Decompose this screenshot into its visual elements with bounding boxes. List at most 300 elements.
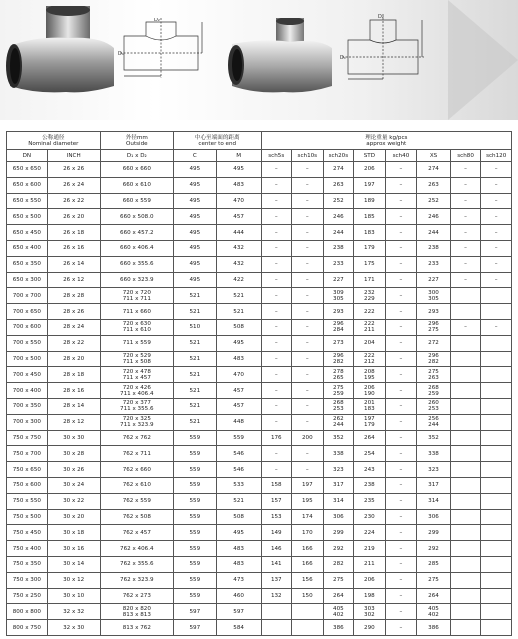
table-cell: 238 — [354, 477, 386, 493]
table-cell: 26 x 18 — [47, 225, 100, 241]
table-cell: – — [292, 272, 324, 288]
table-cell: 28 x 24 — [47, 319, 100, 335]
table-cell — [481, 477, 512, 493]
table-cell: 293 — [417, 304, 451, 320]
table-cell: – — [481, 319, 512, 335]
table-cell: 175 — [354, 256, 386, 272]
table-cell: 508 — [216, 319, 261, 335]
table-cell — [481, 383, 512, 399]
table-cell — [261, 620, 292, 636]
table-cell: 176 — [261, 430, 292, 446]
table-cell: 26 x 20 — [47, 209, 100, 225]
table-cell — [481, 304, 512, 320]
table-cell: 274 — [323, 162, 354, 178]
table-cell: 460 — [216, 588, 261, 604]
table-cell: 700 x 700 — [7, 288, 48, 304]
table-cell: 30 x 14 — [47, 556, 100, 572]
table-cell: 457 — [216, 398, 261, 414]
table-cell — [450, 288, 481, 304]
table-cell — [450, 541, 481, 557]
table-cell: 720 x 426 711 x 406.4 — [100, 383, 173, 399]
table-cell: 660 x 508.0 — [100, 209, 173, 225]
table-cell: – — [385, 414, 417, 430]
table-cell: 483 — [216, 351, 261, 367]
table-cell: – — [481, 177, 512, 193]
table-cell: 233 — [417, 256, 451, 272]
table-cell: 559 — [173, 525, 216, 541]
table-cell: 495 — [216, 162, 261, 178]
table-cell: 432 — [216, 240, 261, 256]
table-cell: – — [385, 588, 417, 604]
table-cell: 720 x 478 711 x 457 — [100, 367, 173, 383]
table-cell: 197 — [354, 177, 386, 193]
table-cell — [481, 430, 512, 446]
tee-specification-table — [6, 131, 512, 636]
table-cell: 700 x 450 — [7, 367, 48, 383]
table-cell — [481, 288, 512, 304]
table-cell — [481, 556, 512, 572]
subheader-cell: sch80 — [450, 150, 481, 162]
table-cell: 762 x 559 — [100, 493, 173, 509]
table-cell: 230 — [354, 509, 386, 525]
table-cell: 750 x 600 — [7, 477, 48, 493]
table-cell: 762 x 660 — [100, 462, 173, 478]
table-cell: – — [385, 462, 417, 478]
table-cell: 650 x 450 — [7, 225, 48, 241]
table-cell: 28 x 28 — [47, 288, 100, 304]
table-cell: 750 x 750 — [7, 430, 48, 446]
table-cell: 296 282 — [417, 351, 451, 367]
table-cell: 448 — [216, 414, 261, 430]
table-cell — [481, 588, 512, 604]
table-cell: 820 x 820 813 x 813 — [100, 604, 173, 620]
table-cell: 149 — [261, 525, 292, 541]
table-cell: – — [385, 383, 417, 399]
table-header-row — [7, 132, 512, 150]
table-cell: 174 — [292, 509, 324, 525]
table-cell: 296 275 — [417, 319, 451, 335]
table-cell: – — [292, 225, 324, 241]
table-cell: 444 — [216, 225, 261, 241]
table-cell: 650 x 650 — [7, 162, 48, 178]
table-cell: – — [292, 351, 324, 367]
table-cell: 483 — [216, 541, 261, 557]
table-cell: 750 x 350 — [7, 556, 48, 572]
table-cell: 132 — [261, 588, 292, 604]
table-cell: – — [261, 462, 292, 478]
table-cell: 483 — [216, 556, 261, 572]
svg-text:D₁: D₁ — [340, 55, 346, 61]
table-cell — [481, 541, 512, 557]
table-cell: 483 — [216, 177, 261, 193]
table-subheader-row — [7, 150, 512, 162]
table-row — [7, 509, 512, 525]
table-cell: 273 — [323, 335, 354, 351]
table-cell: 28 x 26 — [47, 304, 100, 320]
table-cell: 246 — [417, 209, 451, 225]
table-cell: 660 x 406.4 — [100, 240, 173, 256]
table-cell — [450, 556, 481, 572]
table-cell: 137 — [261, 572, 292, 588]
table-cell: 700 x 600 — [7, 319, 48, 335]
table-cell: 244 — [417, 225, 451, 241]
table-cell: 521 — [216, 304, 261, 320]
table-cell: 470 — [216, 367, 261, 383]
table-cell: 28 x 16 — [47, 383, 100, 399]
table-cell: 660 x 660 — [100, 162, 173, 178]
table-cell: 256 244 — [417, 414, 451, 430]
table-cell: – — [261, 240, 292, 256]
table-cell: 141 — [261, 556, 292, 572]
table-cell: 222 — [354, 304, 386, 320]
table-cell: 559 — [173, 572, 216, 588]
table-cell — [481, 525, 512, 541]
table-cell: – — [450, 272, 481, 288]
table-row — [7, 588, 512, 604]
table-cell: 296 282 — [323, 351, 354, 367]
table-cell: 268 259 — [417, 383, 451, 399]
table-cell: 338 — [323, 446, 354, 462]
table-cell: – — [292, 446, 324, 462]
table-cell — [481, 398, 512, 414]
table-cell: 352 — [323, 430, 354, 446]
table-row — [7, 272, 512, 288]
table-cell: 352 — [417, 430, 451, 446]
table-cell: 306 — [323, 509, 354, 525]
table-cell: 720 x 325 711 x 323.9 — [100, 414, 173, 430]
table-cell: 597 — [216, 604, 261, 620]
subheader-cell: sch10s — [292, 150, 324, 162]
table-cell: – — [292, 304, 324, 320]
table-cell: 559 — [173, 541, 216, 557]
table-cell: – — [481, 209, 512, 225]
table-row — [7, 256, 512, 272]
table-cell: 495 — [173, 272, 216, 288]
svg-text:D₁: D₁ — [118, 51, 124, 57]
table-cell: 185 — [354, 209, 386, 225]
table-cell: 495 — [173, 256, 216, 272]
table-cell: – — [450, 177, 481, 193]
table-cell: – — [261, 304, 292, 320]
table-cell: 26 x 12 — [47, 272, 100, 288]
table-cell: 800 x 750 — [7, 620, 48, 636]
table-cell: – — [481, 193, 512, 209]
table-cell: – — [385, 351, 417, 367]
subheader-cell: sch20s — [323, 150, 354, 162]
table-cell: 457 — [216, 383, 261, 399]
table-cell: 197 179 — [354, 414, 386, 430]
table-cell: 720 x 377 711 x 355.6 — [100, 398, 173, 414]
table-cell — [481, 446, 512, 462]
table-cell: – — [385, 319, 417, 335]
table-cell: – — [385, 240, 417, 256]
table-cell: – — [261, 414, 292, 430]
table-cell: 26 x 16 — [47, 240, 100, 256]
table-cell: 227 — [417, 272, 451, 288]
table-cell: – — [450, 240, 481, 256]
subheader-cell: sch120 — [481, 150, 512, 162]
table-cell: – — [385, 256, 417, 272]
approx-weight-header: 理论重量 kg/pcs approx weight — [261, 132, 511, 150]
table-cell: 386 — [417, 620, 451, 636]
table-cell: 559 — [173, 493, 216, 509]
table-cell: 521 — [173, 304, 216, 320]
table-row — [7, 367, 512, 383]
table-cell: – — [385, 193, 417, 209]
table-cell: 559 — [173, 477, 216, 493]
table-cell: 158 — [261, 477, 292, 493]
table-cell: 521 — [173, 398, 216, 414]
table-cell: – — [261, 383, 292, 399]
table-cell — [481, 620, 512, 636]
table-cell: 495 — [216, 335, 261, 351]
table-cell: 28 x 14 — [47, 398, 100, 414]
table-row — [7, 225, 512, 241]
table-cell: 750 x 650 — [7, 462, 48, 478]
table-row — [7, 556, 512, 572]
table-cell: 559 — [173, 430, 216, 446]
table-cell: – — [292, 193, 324, 209]
table-row — [7, 351, 512, 367]
table-cell: 299 — [323, 525, 354, 541]
table-row — [7, 193, 512, 209]
table-cell: 510 — [173, 319, 216, 335]
table-cell: – — [292, 240, 324, 256]
table-cell: – — [450, 209, 481, 225]
table-cell: 26 x 26 — [47, 162, 100, 178]
table-cell: 750 x 700 — [7, 446, 48, 462]
table-cell: 521 — [173, 383, 216, 399]
table-cell: 211 — [354, 556, 386, 572]
table-row — [7, 572, 512, 588]
table-cell: 30 x 30 — [47, 430, 100, 446]
table-cell — [450, 509, 481, 525]
table-cell: 700 x 350 — [7, 398, 48, 414]
table-cell: 278 265 — [323, 367, 354, 383]
table-row — [7, 319, 512, 335]
table-cell: 235 — [354, 493, 386, 509]
table-cell: – — [385, 556, 417, 572]
table-cell: – — [385, 572, 417, 588]
table-cell: – — [385, 493, 417, 509]
table-cell: 720 x 630 711 x 610 — [100, 319, 173, 335]
table-cell: 584 — [216, 620, 261, 636]
table-cell: 495 — [173, 225, 216, 241]
table-cell: 166 — [292, 556, 324, 572]
table-cell: 405 402 — [323, 604, 354, 620]
table-cell: 317 — [417, 477, 451, 493]
table-cell: 323 — [417, 462, 451, 478]
table-cell — [450, 414, 481, 430]
table-cell: 208 195 — [354, 367, 386, 383]
table-cell: 314 — [417, 493, 451, 509]
table-cell: 238 — [417, 240, 451, 256]
table-cell: 198 — [354, 588, 386, 604]
table-cell — [292, 604, 324, 620]
table-cell — [481, 351, 512, 367]
table-cell: 285 — [417, 556, 451, 572]
table-cell: 762 x 457 — [100, 525, 173, 541]
table-cell: 275 — [417, 572, 451, 588]
table-cell: – — [292, 256, 324, 272]
svg-text:D₂: D₂ — [378, 14, 384, 20]
table-cell: 521 — [173, 367, 216, 383]
table-cell — [450, 383, 481, 399]
table-cell: 762 x 762 — [100, 430, 173, 446]
table-cell: 292 — [417, 541, 451, 557]
table-cell: 264 — [417, 588, 451, 604]
table-cell: 495 — [173, 177, 216, 193]
table-cell: 156 — [292, 572, 324, 588]
reducing-tee-photo — [226, 18, 336, 96]
table-cell: 559 — [173, 556, 216, 572]
table-cell: 650 x 500 — [7, 209, 48, 225]
table-row — [7, 304, 512, 320]
table-cell — [450, 430, 481, 446]
table-cell: 30 x 22 — [47, 493, 100, 509]
table-cell: 222 212 — [354, 351, 386, 367]
table-row — [7, 430, 512, 446]
table-cell: 559 — [173, 588, 216, 604]
table-row — [7, 446, 512, 462]
table-cell: – — [385, 430, 417, 446]
table-cell: 546 — [216, 446, 261, 462]
table-cell: – — [385, 367, 417, 383]
table-cell: 252 — [417, 193, 451, 209]
table-cell: – — [261, 351, 292, 367]
table-cell: – — [385, 209, 417, 225]
table-cell: – — [450, 193, 481, 209]
table-cell: 711 x 559 — [100, 335, 173, 351]
table-cell: – — [481, 225, 512, 241]
table-cell: 170 — [292, 525, 324, 541]
equal-tee-drawing — [116, 18, 206, 80]
table-cell: 533 — [216, 477, 261, 493]
table-cell: 26 x 22 — [47, 193, 100, 209]
table-cell: – — [261, 193, 292, 209]
table-cell: 166 — [292, 541, 324, 557]
table-cell: 30 x 28 — [47, 446, 100, 462]
table-cell: – — [385, 525, 417, 541]
table-cell: 762 x 273 — [100, 588, 173, 604]
table-cell: 252 — [323, 193, 354, 209]
table-cell: – — [385, 288, 417, 304]
table-cell: 264 — [354, 430, 386, 446]
table-cell: 508 — [216, 509, 261, 525]
subheader-cell: STD — [354, 150, 386, 162]
table-row — [7, 209, 512, 225]
table-cell: 711 x 660 — [100, 304, 173, 320]
table-cell: 660 x 323.9 — [100, 272, 173, 288]
table-cell: 700 x 500 — [7, 351, 48, 367]
table-cell: – — [292, 209, 324, 225]
svg-text:D₂: D₂ — [154, 18, 160, 23]
table-row — [7, 477, 512, 493]
table-cell: – — [292, 335, 324, 351]
table-cell: – — [385, 604, 417, 620]
table-cell: 650 x 600 — [7, 177, 48, 193]
table-cell: 750 x 300 — [7, 572, 48, 588]
table-cell: – — [385, 620, 417, 636]
table-row — [7, 398, 512, 414]
table-cell — [481, 572, 512, 588]
table-cell — [450, 462, 481, 478]
table-cell: 750 x 450 — [7, 525, 48, 541]
table-cell: 700 x 400 — [7, 383, 48, 399]
table-cell: 282 — [323, 556, 354, 572]
table-cell: – — [385, 162, 417, 178]
table-cell: 232 229 — [354, 288, 386, 304]
table-cell: – — [481, 240, 512, 256]
table-cell: 268 253 — [323, 398, 354, 414]
table-cell: 521 — [216, 288, 261, 304]
table-row — [7, 162, 512, 178]
table-cell: 303 302 — [354, 604, 386, 620]
table-cell: 495 — [216, 525, 261, 541]
table-cell: 204 — [354, 335, 386, 351]
table-row — [7, 414, 512, 430]
table-cell: 546 — [216, 462, 261, 478]
table-cell: 457 — [216, 209, 261, 225]
table-cell: 405 402 — [417, 604, 451, 620]
table-cell: 521 — [173, 288, 216, 304]
table-cell — [481, 493, 512, 509]
table-cell: – — [261, 162, 292, 178]
table-cell: 750 x 500 — [7, 509, 48, 525]
table-cell — [450, 335, 481, 351]
table-cell: 660 x 610 — [100, 177, 173, 193]
table-cell — [450, 525, 481, 541]
subheader-cell: XS — [417, 150, 451, 162]
table-cell: 26 x 24 — [47, 177, 100, 193]
table-cell: 30 x 26 — [47, 462, 100, 478]
table-cell: – — [261, 209, 292, 225]
table-cell: – — [261, 272, 292, 288]
table-cell: – — [261, 288, 292, 304]
table-cell — [450, 477, 481, 493]
table-cell: – — [261, 446, 292, 462]
table-cell: 422 — [216, 272, 261, 288]
table-cell: 762 x 406.4 — [100, 541, 173, 557]
table-cell: 28 x 20 — [47, 351, 100, 367]
table-cell: – — [292, 414, 324, 430]
table-cell: 521 — [216, 493, 261, 509]
table-cell — [450, 572, 481, 588]
table-row — [7, 525, 512, 541]
table-cell: 206 — [354, 572, 386, 588]
table-cell: 254 — [354, 446, 386, 462]
table-cell: 762 x 508 — [100, 509, 173, 525]
table-cell: 275 — [323, 572, 354, 588]
table-cell: 762 x 355.6 — [100, 556, 173, 572]
table-cell: 432 — [216, 256, 261, 272]
table-cell: – — [292, 319, 324, 335]
subheader-cell: DN — [7, 150, 48, 162]
subheader-cell: sch5s — [261, 150, 292, 162]
table-cell: 700 x 550 — [7, 335, 48, 351]
table-cell: 559 — [173, 446, 216, 462]
table-cell: 157 — [261, 493, 292, 509]
center-to-end-header: 中心至端面的距离 center to end — [173, 132, 261, 150]
table-row — [7, 177, 512, 193]
table-cell: 521 — [173, 414, 216, 430]
table-cell: 263 — [323, 177, 354, 193]
table-cell: 28 x 12 — [47, 414, 100, 430]
reducing-tee-drawing — [338, 12, 428, 82]
table-cell — [450, 588, 481, 604]
table-cell: 219 — [354, 541, 386, 557]
table-row — [7, 288, 512, 304]
